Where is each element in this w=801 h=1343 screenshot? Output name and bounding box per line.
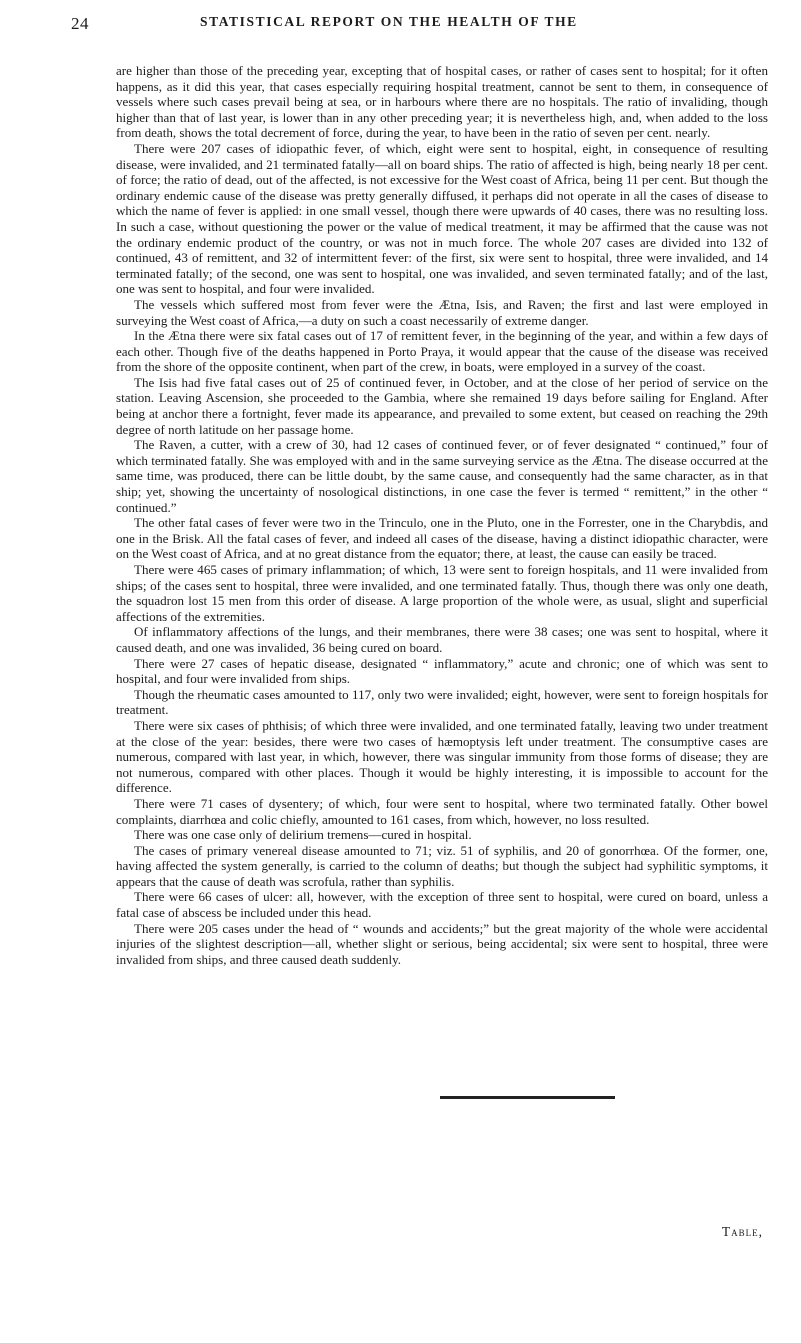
paragraph: Though the rheumatic cases amounted to 117, only two were invalided; eight, however, were sent to foreign hospitals for treatment. — [116, 686, 768, 718]
body-text — [116, 63, 768, 967]
paragraph: The cases of primary venereal disease amounted to 71; viz. 51 of syphilis, and 20 of gonorrhœa. Of the former, one, having affected the system generally, is carried to the column of deaths; but though the subject had syphilitic symptoms, it appears that the cause of death was scrofula, rather than syphilis. — [116, 842, 768, 889]
paragraph: The Raven, a cutter, with a crew of 30, had 12 cases of continued fever, or of fever designated “ continued,” four of which terminated fatally. She was employed with and in the same surveying service as the Ætna. The disease occurred at the same time, was produced, there can be little doubt, by the same cause, and consequently had the same character, as in that ship; yet, showing the uncertainty of nosological distinctions, in one case the fever is termed “ remittent,” in the other “ continued.” — [116, 437, 768, 515]
paragraph: There were 207 cases of idiopathic fever, of which, eight were sent to hospital, eight, in consequence of resulting disease, were invalided, and 21 terminated fatally—all on board ships. The ratio of affected is high, being nearly 18 per cent. of force; the ratio of dead, out of the affected, is not excessive for the West coast of Africa, being 11 per cent. But though the ordinary endemic cause of the disease was pretty generally diffused, it perhaps did not operate in all the cases of disease to which the name of fever is applied: in one small vessel, though there were upwards of 40 cases, there was no resulting loss. In such a case, without questioning the power or the value of medical treatment, it may be affirmed that the cause was not the ordinary endemic product of the country, or was not in much force. The whole 207 cases are divided into 132 of continued, 43 of remittent, and 32 of intermittent fever: of the first, six were sent to hospital, three were invalided, and 14 terminated fatally; of the second, one was sent to hospital, one was invalided, and seven terminated fatally; and of the last, one was sent to hospital, and four were invalided. — [116, 140, 768, 297]
page-number: 24 — [71, 14, 89, 33]
paragraph: Of inflammatory affections of the lungs, and their membranes, there were 38 cases; one was sent to hospital, where it caused death, and one was invalided, 36 being cured on board. — [116, 624, 768, 655]
paragraph: The other fatal cases of fever were two in the Trinculo, one in the Pluto, one in the Forrester, one in the Charybdis, and one in the Brisk. All the fatal cases of fever, and indeed all cases of the disease, having a distinct idiopathic character, were on the West coast of Africa, and at no great distance from the equator; there, at least, the cause can easily be traced. — [116, 515, 768, 562]
running-head: STATISTICAL REPORT ON THE HEALTH OF THE — [200, 14, 578, 29]
paragraph: The vessels which suffered most from fever were the Ætna, Isis, and Raven; the first and last were employed in surveying the West coast of Africa,—a duty on such a coast necessarily of extreme danger. — [116, 296, 768, 328]
catchword: Table, — [721, 1224, 763, 1239]
paragraph: There were 27 cases of hepatic disease, designated “ inflammatory,” acute and chronic; one of which was sent to hospital, and four were invalided from ships. — [116, 655, 768, 687]
paragraph: There were 71 cases of dysentery; of which, four were sent to hospital, where two terminated fatally. Other bowel complaints, diarrhœa and colic chiefly, amounted to 161 cases, from which, however, no loss resulted. — [116, 795, 768, 827]
paragraph: are higher than those of the preceding year, excepting that of hospital cases, or rather of cases sent to hospital; for it often happens, as it did this year, that cases especially requiring hospital treatment, cannot be sent to them, in consequence of vessels where such cases prevail being at sea, or in harbours where there are no hospitals. The ratio of invaliding, though higher than that of last year, is lower than in any other preceding year; it is nevertheless high, and, when added to the loss from death, shows the total decrement of force, during the year, to have been in the ratio of seven per cent. nearly. — [116, 63, 768, 141]
paragraph: In the Ætna there were six fatal cases out of 17 of remittent fever, in the beginning of the year, and within a few days of each other. Though five of the deaths happened in Porto Praya, it would appear that the cause of the disease was received from the shore of the opposite continent, when part of the crew, in boats, were employed in a survey of the coast. — [116, 328, 768, 375]
section-divider-rule — [440, 1096, 615, 1099]
paragraph: There were 465 cases of primary inflammation; of which, 13 were sent to foreign hospitals, and 11 were invalided from ships; of the cases sent to hospital, three were invalided, and one terminated fatally. Thus, though there was only one death, the squadron lost 15 men from this order of disease. A large proportion of the whole were, as usual, slight and superficial affections of the extremities. — [116, 562, 768, 624]
paragraph: There were 205 cases under the head of “ wounds and accidents;” but the great majority of the whole were accidental injuries of the slightest description—all, whether slight or serious, being accidental; six were sent to hospital, three were invalided from ships, and three caused death suddenly. — [116, 920, 768, 967]
paragraph: There was one case only of delirium tremens—cured in hospital. — [134, 827, 472, 843]
paragraph: There were 66 cases of ulcer: all, however, with the exception of three sent to hospital, were cured on board, unless a fatal case of abscess be included under this head. — [116, 889, 768, 921]
paragraph: The Isis had five fatal cases out of 25 of continued fever, in October, and at the close of her period of service on the station. Leaving Ascension, she proceeded to the Gambia, where she remained 19 days before sailing for England. After being at anchor there a fortnight, fever made its appearance, and prevailed to some extent, but ceased on reaching the 29th degree of north latitude on her passage home. — [116, 374, 768, 437]
paragraph: There were six cases of phthisis; of which three were invalided, and one terminated fatally, leaving two under treatment at the close of the year: besides, there were two cases of hæmoptysis left under treatment. The consumptive cases are numerous, compared with last year, in which, however, there was singular immunity from those forms of disease; they are not numerous, compared with other places. Though it would be highly interesting, it is impossible to account for the difference. — [116, 717, 768, 796]
